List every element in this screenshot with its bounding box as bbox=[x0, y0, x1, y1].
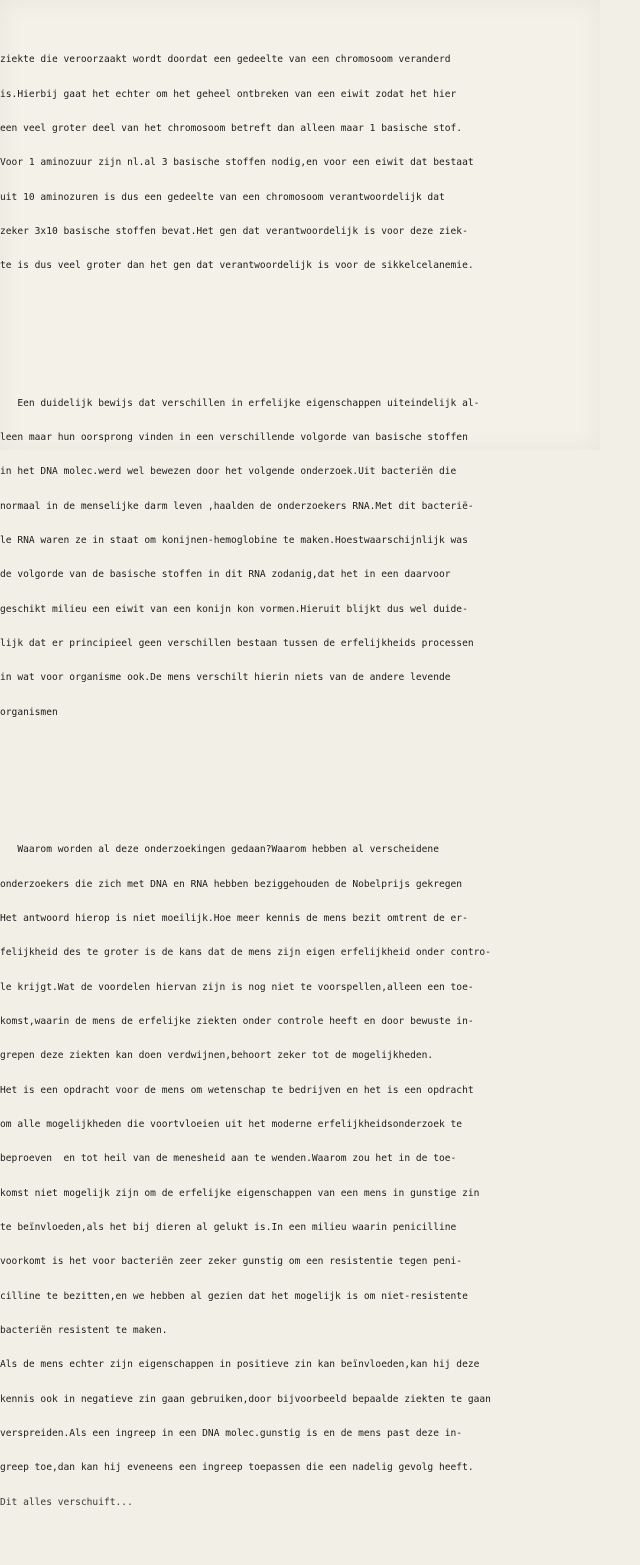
text-line: Het antwoord hierop is niet moeilijk.Hoe meer kennis de mens bezit omtrent de er- bbox=[0, 912, 468, 924]
text-line: te beïnvloeden,als het bij dieren al gelukt is.In een milieu waarin penicilline bbox=[0, 1222, 457, 1234]
text-line: felijkheid des te groter is de kans dat de mens zijn eigen erfelijkheid onder contro- bbox=[0, 947, 491, 959]
text-line: komst,waarin de mens de erfelijke ziekten onder controle heeft en door bewuste in- bbox=[0, 1015, 474, 1027]
text-line: om alle mogelijkheden die voortvloeien uit het moderne erfelijkheidsonderzoek te bbox=[0, 1118, 463, 1130]
text-line: lijk dat er principieel geen verschillen bestaan tussen de erfelijkheids processen bbox=[0, 638, 474, 650]
text-line: organismen bbox=[0, 706, 58, 718]
paragraph-gap bbox=[0, 776, 640, 787]
text-line: is.Hierbij gaat het echter om het geheel ontbreken van een eiwit zodat het hier bbox=[0, 88, 457, 100]
text-line: cilline te bezitten,en we hebben al gezien dat het mogelijk is om niet-resistente bbox=[0, 1290, 468, 1302]
text-line: greep toe,dan kan hij eveneens een ingreep toepassen die een nadelig gevolg heeft. bbox=[0, 1462, 474, 1474]
text-line: een veel groter deel van het chromosoom betreft dan alleen maar 1 basische stof. bbox=[0, 122, 463, 134]
paragraph-2 bbox=[0, 375, 640, 741]
text-line: Dit alles verschuift... bbox=[0, 1496, 133, 1508]
paragraph-gap bbox=[0, 329, 640, 340]
text-line: onderzoekers die zich met DNA en RNA hebben beziggehouden de Nobelprijs gekregen bbox=[0, 878, 463, 890]
text-line: Het is een opdracht voor de mens om wetenschap te bedrijven en het is een opdracht bbox=[0, 1084, 474, 1096]
text-line: beproeven en tot heil van de menesheid aan te wenden.Waarom zou het in de toe- bbox=[0, 1153, 457, 1165]
text-line: komst niet mogelijk zijn om de erfelijke eigenschappen van een mens in gunstige zin bbox=[0, 1187, 480, 1199]
text-line: verspreiden.Als een ingreep in een DNA molec.gunstig is en de mens past deze in- bbox=[0, 1428, 463, 1440]
text-line: le RNA waren ze in staat om konijnen-hemoglobine te maken.Hoestwaarschijnlijk was bbox=[0, 535, 468, 547]
text-line: Waarom worden al deze onderzoekingen gedaan?Waarom hebben al verscheidene bbox=[0, 844, 439, 856]
text-line: bacteriën resistent te maken. bbox=[0, 1325, 168, 1337]
text-line: leen maar hun oorsprong vinden in een verschillende volgorde van basische stoffen bbox=[0, 432, 468, 444]
text-line: Voor 1 aminozuur zijn nl.al 3 basische stoffen nodig,en voor een eiwit dat bestaat bbox=[0, 157, 474, 169]
text-line: normaal in de menselijke darm leven ,haalden de onderzoekers RNA.Met dit bacterië- bbox=[0, 500, 474, 512]
paragraph-1 bbox=[0, 31, 640, 294]
text-line: in het DNA molec.werd wel bewezen door het volgende onderzoek.Uit bacteriën die bbox=[0, 466, 457, 478]
text-line: ziekte die veroorzaakt wordt doordat een gedeelte van een chromosoom veranderd bbox=[0, 54, 451, 66]
text-line: uit 10 aminozuren is dus een gedeelte van een chromosoom verantwoordelijk dat bbox=[0, 191, 445, 203]
text-line: kennis ook in negatieve zin gaan gebruiken,door bijvoorbeeld bepaalde ziekten te gaan bbox=[0, 1393, 491, 1405]
text-line: grepen deze ziekten kan doen verdwijnen,behoort zeker tot de mogelijkheden. bbox=[0, 1050, 434, 1062]
text-line: Een duidelijk bewijs dat verschillen in erfelijke eigenschappen uiteindelijk al- bbox=[0, 397, 480, 409]
paragraph-3 bbox=[0, 821, 640, 1531]
text-line: zeker 3x10 basische stoffen bevat.Het gen dat verantwoordelijk is voor deze ziek- bbox=[0, 225, 468, 237]
text-line: Als de mens echter zijn eigenschappen in positieve zin kan beïnvloeden,kan hij deze bbox=[0, 1359, 480, 1371]
text-line: voorkomt is het voor bacteriën zeer zeker gunstig om een resistentie tegen peni- bbox=[0, 1256, 463, 1268]
text-line: de volgorde van de basische stoffen in dit RNA zodanig,dat het in een daarvoor bbox=[0, 569, 451, 581]
text-line: in wat voor organisme ook.De mens verschilt hierin niets van de andere levende bbox=[0, 672, 451, 684]
text-line: te is dus veel groter dan het gen dat verantwoordelijk is voor de sikkelcelanemie. bbox=[0, 260, 474, 272]
text-line: le krijgt.Wat de voordelen hiervan zijn is nog niet te voorspellen,alleen een toe- bbox=[0, 981, 474, 993]
text-line: geschikt milieu een eiwit van een konijn kon vormen.Hieruit blijkt dus wel duide- bbox=[0, 603, 468, 615]
